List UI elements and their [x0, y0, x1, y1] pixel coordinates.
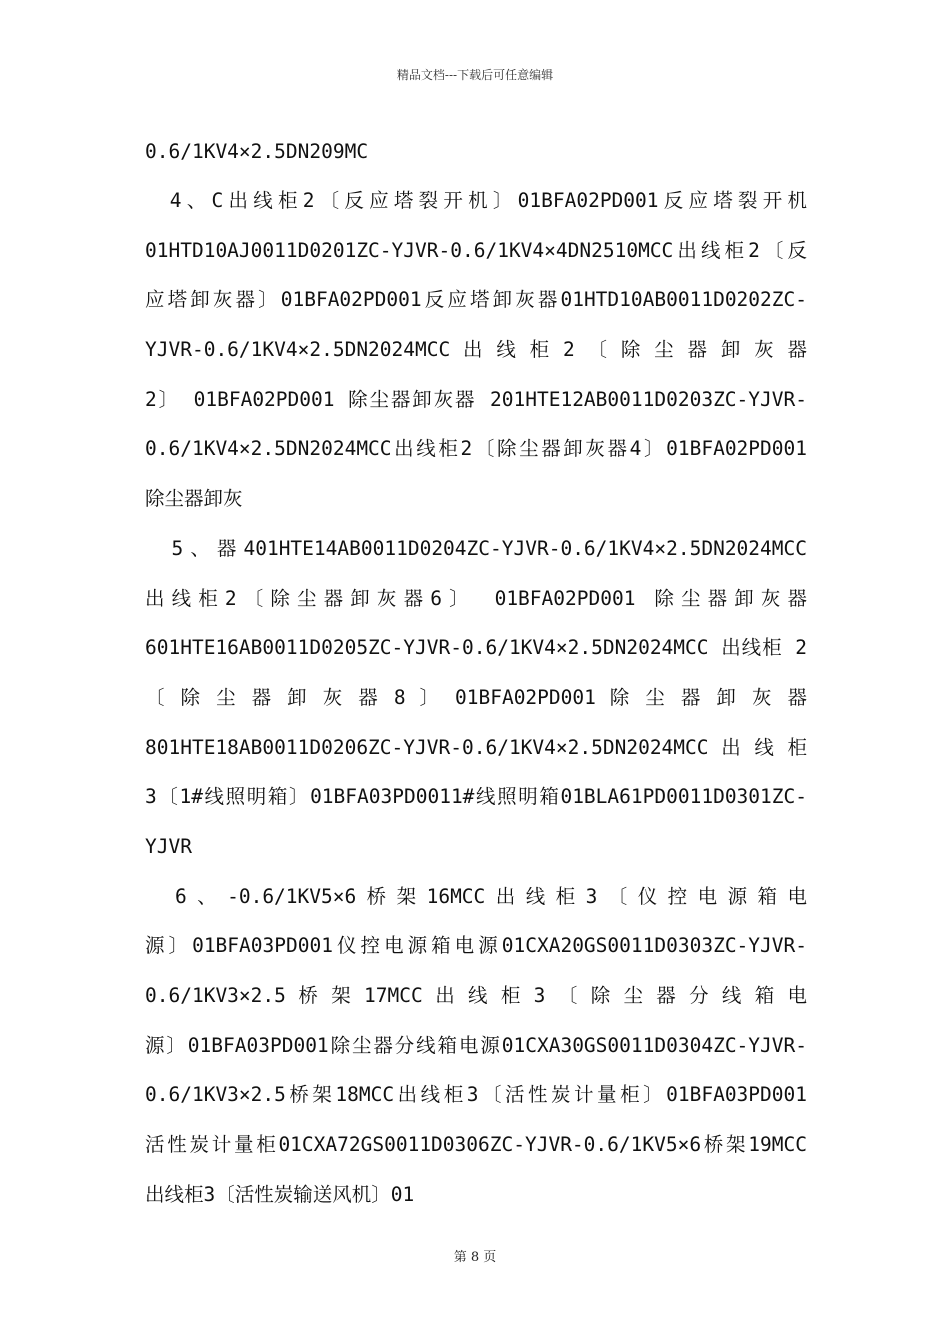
text-line: 〔 除 尘 器 卸 灰 器 8 〕 01BFA02PD001 除 尘 器 卸 灰 器 — [145, 686, 807, 709]
text-line: 出线柜2〔除尘器卸灰器6〕 01BFA02PD001 除尘器卸灰器 — [145, 587, 807, 610]
text-line: 0.6/1KV3×2.5桥架18MCC出线柜3〔活性炭计量柜〕01BFA03PD001 — [145, 1083, 807, 1106]
text-line: 5、器401HTE14AB0011D0204ZC-YJVR-0.6/1KV4×2.5DN2024MCC — [145, 537, 807, 560]
text-line: 6、-0.6/1KV5×6桥架16MCC出线柜3〔仪控电源箱电 — [145, 885, 807, 908]
text-line: 4、C出线柜2〔反应塔裂开机〕01BFA02PD001反应塔裂开机 — [145, 189, 807, 212]
text-line: 应塔卸灰器〕01BFA02PD001反应塔卸灰器01HTD10AB0011D0202ZC- — [145, 288, 807, 311]
text-line: 3〔1#线照明箱〕01BFA03PD0011#线照明箱01BLA61PD0011D0301ZC- — [145, 785, 807, 808]
text-line: 0.6/1KV3×2.5 桥 架 17MCC 出 线 柜 3 〔 除 尘 器 分 线 箱 电 — [145, 984, 807, 1007]
page-header: 精品文档---下载后可任意编辑 — [396, 68, 554, 82]
text-line: 601HTE16AB0011D0205ZC-YJVR-0.6/1KV4×2.5DN2024MCC 出线柜 2 — [145, 636, 807, 659]
text-line: 2〕 01BFA02PD001 除尘器卸灰器 201HTE12AB0011D0203ZC-YJVR- — [145, 388, 807, 411]
text-line: YJVR — [145, 835, 192, 858]
text-line: 源〕01BFA03PD001仪控电源箱电源01CXA20GS0011D0303ZC-YJVR- — [145, 934, 807, 957]
text-line: YJVR-0.6/1KV4×2.5DN2024MCC 出 线 柜 2 〔 除 尘 器 卸 灰 器 — [145, 338, 807, 361]
text-line: 01HTD10AJ0011D0201ZC-YJVR-0.6/1KV4×4DN2510MCC出线柜2〔反 — [145, 239, 807, 262]
text-line: 出线柜3〔活性炭输送风机〕01 — [145, 1183, 415, 1206]
text-line: 0.6/1KV4×2.5DN209MC — [145, 140, 369, 163]
text-line: 除尘器卸灰 — [145, 487, 243, 510]
text-line: 活性炭计量柜01CXA72GS0011D0306ZC-YJVR-0.6/1KV5×6桥架19MCC — [145, 1133, 807, 1156]
text-line: 0.6/1KV4×2.5DN2024MCC出线柜2〔除尘器卸灰器4〕01BFA02PD001 — [145, 437, 807, 460]
text-line: 801HTE18AB0011D0206ZC-YJVR-0.6/1KV4×2.5DN2024MCC 出 线 柜 — [145, 736, 807, 759]
page-number: 第 8 页 — [453, 1250, 497, 1265]
text-line: 源〕01BFA03PD001除尘器分线箱电源01CXA30GS0011D0304ZC-YJVR- — [145, 1034, 807, 1057]
